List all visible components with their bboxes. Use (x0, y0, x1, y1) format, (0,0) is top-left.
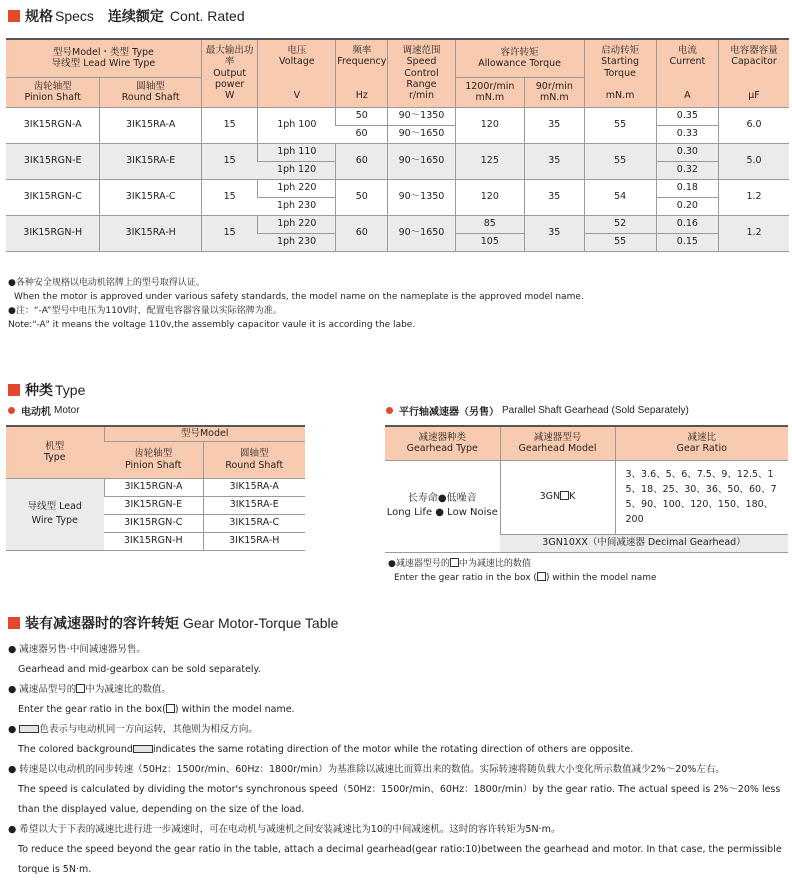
table-cell: 1ph 230 (258, 197, 336, 215)
voltage-header: 电压 Voltage V (258, 39, 336, 107)
frequency-header: 频率 Frequency Hz (336, 39, 388, 107)
bullet-dot-icon (8, 407, 15, 414)
table-cell: 60 (336, 143, 388, 179)
table-cell: 3IK15RA-A (100, 107, 202, 143)
ratio-box-icon (76, 684, 85, 693)
table-cell: 15 (201, 143, 257, 179)
note-line: Note:"-A" it means the voltage 110v,the assembly capacitor vaule it is according the labe. (8, 320, 416, 330)
ratio-box-icon (560, 491, 569, 500)
motor-subtitle-en: Motor (54, 405, 80, 416)
table-cell: 3IK15RGN-A (104, 478, 203, 496)
table-cell: 90～1350 (388, 107, 455, 125)
ratio-box-icon (537, 572, 546, 581)
specs-notes (8, 276, 584, 332)
type-section-title (8, 380, 85, 400)
table-cell: 3IK15RGN-E (6, 143, 100, 179)
capacitor-header: 电容器容量 Capacitor μF (719, 39, 789, 107)
note-line: To reduce the speed beyond the gear ratio in the table, attach a decimal gearhead(gear ratio:10)between the gearhead and motor. In that case, the permissible torque is 5N·m. (18, 844, 782, 875)
table-cell: 54 (584, 179, 656, 215)
note-line: The speed is calculated by dividing the motor's synchronous speed（50Hz：1500r/min、60Hz：1800r/min）by the gear ratio. The actual speed is 2%～20% less than the displayed value, depending on the size of the load. (18, 784, 781, 815)
colored-background-swatch-icon (133, 745, 153, 753)
gearhead-model-header: 减速器型号 Gearhead Model (500, 426, 615, 460)
table-cell: 0.20 (656, 197, 718, 215)
model-header: 型号Model (104, 426, 305, 441)
gear-ratios-cell: 3、3.6、5、6、7.5、9、12.5、15、18、25、30、36、50、60、75、90、100、120、150、180、200 (615, 460, 788, 534)
gearhead-subtitle-cn: 平行轴减速器（另售） (399, 407, 499, 418)
table-cell: 55 (584, 107, 656, 143)
table-cell: 35 (525, 143, 584, 179)
table-cell: 120 (455, 107, 525, 143)
note-line: ● 希望以大于下表的减速比进行进一步减速时，可在电动机与减速机之间安装减速比为10的中间减速机。这时的容许转矩为5N·m。 (8, 824, 561, 835)
gearhead-note-en: Enter the gear ratio in the box ( ) within the model name (394, 573, 657, 583)
specs-section-title (8, 6, 245, 26)
bullet-dot-icon (386, 407, 393, 414)
table-cell: 35 (525, 215, 584, 251)
table-cell: 3IK15RGN-C (6, 179, 100, 215)
round-header: 圆轴型 Round Shaft (203, 441, 305, 478)
ratio-box-icon (450, 558, 459, 567)
speed-header: 调速范围 Speed Control Range r/min (388, 39, 455, 107)
table-cell: 3IK15RA-C (203, 514, 305, 532)
table-cell: 3IK15RA-H (203, 532, 305, 550)
table-cell: 120 (455, 179, 525, 215)
note-line: ● 色表示与电动机同一方向运转，其他则为相反方向。 (8, 724, 258, 735)
note-line: Enter the gear ratio in the box( ) within the model name. (18, 704, 295, 715)
table-cell: 90～1650 (388, 215, 455, 251)
table-cell: 15 (201, 179, 257, 215)
torque-section-title (8, 613, 338, 633)
table-cell: 3IK15RGN-C (104, 514, 203, 532)
section-square-icon (8, 10, 20, 22)
gearhead-note (388, 557, 657, 585)
gearhead-subtitle-en: Parallel Shaft Gearhead (Sold Separately) (502, 405, 689, 416)
torque-90-header: 90r/min mN.m (525, 77, 584, 107)
specs-subtitle-cn: 连续额定 (107, 9, 164, 25)
torque-1200-header: 1200r/min mN.m (455, 77, 525, 107)
type-header: 机型 Type (6, 426, 104, 478)
table-cell: 55 (584, 233, 656, 251)
motor-subtitle (8, 403, 80, 418)
table-cell: 35 (525, 107, 584, 143)
table-cell: 3IK15RGN-A (6, 107, 100, 143)
table-cell: 1ph 100 (258, 107, 336, 143)
gearhead-note-cn: ●减速器型号的 中为减速比的数值 (388, 559, 531, 569)
table-cell: 3IK15RGN-E (104, 496, 203, 514)
table-cell: 3IK15RA-E (203, 496, 305, 514)
starting-torque-header: 启动转矩 Starting Torque mN.m (584, 39, 656, 107)
table-cell: 3IK15RA-C (100, 179, 202, 215)
motor-subtitle-cn: 电动机 (21, 407, 51, 418)
gear-ratio-header: 减速比 Gear Ratio (615, 426, 788, 460)
pinion-header: 齿轮轴型 Pinion Shaft (6, 77, 100, 107)
table-cell: 52 (584, 215, 656, 233)
note-line: The colored background indicates the same rotating direction of the motor while the rotating direction of others are opposite. (18, 744, 634, 755)
motor-table (6, 425, 305, 551)
lead-wire-type-cell: 导线型 Lead Wire Type (6, 478, 104, 550)
note-line: ● 减速品型号的 中为减速比的数值。 (8, 684, 171, 695)
table-cell: 3IK15RA-H (100, 215, 202, 251)
note-line: Gearhead and mid-gearbox can be sold separately. (18, 664, 261, 675)
round-header: 圆轴型 Round Shaft (100, 77, 202, 107)
table-cell: 125 (455, 143, 525, 179)
specs-table (6, 38, 789, 252)
section-square-icon (8, 384, 20, 396)
type-title-cn: 种类 (25, 383, 53, 399)
table-cell: 1ph 230 (258, 233, 336, 251)
table-cell: 1ph 220 (258, 179, 336, 197)
table-cell: 0.18 (656, 179, 718, 197)
ratio-box-icon (166, 704, 175, 713)
table-cell: 85 (455, 215, 525, 233)
gearhead-type-header: 减速器种类 Gearhead Type (385, 426, 500, 460)
table-cell: 15 (201, 215, 257, 251)
note-line: ●各种安全规格以电动机铭牌上的型号取得认证。 (8, 278, 205, 288)
table-cell: 3IK15RGN-H (6, 215, 100, 251)
table-cell: 1ph 110 (258, 143, 336, 161)
table-cell: 0.15 (656, 233, 718, 251)
gearhead-table (385, 425, 788, 553)
power-header: 最大输出功率 Output power W (201, 39, 257, 107)
section-square-icon (8, 617, 20, 629)
pinion-header: 齿轮轴型 Pinion Shaft (104, 441, 203, 478)
table-cell: 15 (201, 107, 257, 143)
type-title-en: Type (55, 382, 86, 398)
torque-title-en: Gear Motor-Torque Table (183, 615, 339, 631)
gearhead-subtitle (386, 403, 689, 418)
gearhead-type-cell: 长寿命●低噪音 Long Life ● Low Noise (385, 460, 500, 552)
table-cell: 3IK15RA-A (203, 478, 305, 496)
table-cell: 60 (336, 125, 388, 143)
specs-title-cn: 规格 (25, 9, 53, 25)
decimal-gearhead-cell: 3GN10XX（中间减速器 Decimal Gearhead） (500, 534, 788, 552)
table-cell: 0.32 (656, 161, 718, 179)
table-cell: 50 (336, 179, 388, 215)
current-header: 电流 Current A (656, 39, 718, 107)
table-cell: 90～1650 (388, 143, 455, 179)
note-line: When the motor is approved under various safety standards, the model name on the nameplate is the approved model name. (14, 292, 584, 302)
table-cell: 0.35 (656, 107, 718, 125)
model-header: 型号Model・类型 Type 导线型 Lead Wire Type (6, 39, 201, 77)
allowance-torque-header: 容许转矩 Allowance Torque (455, 39, 584, 77)
table-cell: 50 (336, 107, 388, 125)
colored-background-swatch-icon (19, 725, 39, 733)
note-line: ● 减速器另售·中间减速器另售。 (8, 644, 146, 655)
table-cell: 90～1350 (388, 179, 455, 215)
table-cell: 1ph 120 (258, 161, 336, 179)
table-cell: 60 (336, 215, 388, 251)
table-cell: 90～1650 (388, 125, 455, 143)
table-cell: 1.2 (719, 215, 789, 251)
table-cell: 3IK15RGN-H (104, 532, 203, 550)
specs-subtitle-en: Cont. Rated (169, 8, 245, 24)
table-cell: 1ph 220 (258, 215, 336, 233)
torque-title-cn: 装有减速器时的容许转矩 (25, 616, 179, 632)
specs-title-en: Specs (55, 8, 94, 24)
table-cell: 55 (584, 143, 656, 179)
table-cell: 6.0 (719, 107, 789, 143)
torque-notes (8, 640, 792, 880)
table-cell: 105 (455, 233, 525, 251)
table-cell: 35 (525, 179, 584, 215)
table-cell: 1.2 (719, 179, 789, 215)
table-cell: 5.0 (719, 143, 789, 179)
note-line: ● 转速是以电动机的同步转速（50Hz：1500r/min、60Hz：1800r/min）为基准除以减速比而算出来的数值。实际转速将随负载大小变化所示数值减少2%～20%左右。 (8, 764, 725, 775)
table-cell: 0.33 (656, 125, 718, 143)
table-cell: 3IK15RA-E (100, 143, 202, 179)
note-line: ●注：“-A”型号中电压为110V时，配置电容器容量以实际铭牌为准。 (8, 306, 282, 316)
gearhead-model-cell: 3GN K (500, 460, 615, 534)
table-cell: 0.30 (656, 143, 718, 161)
table-cell: 0.16 (656, 215, 718, 233)
